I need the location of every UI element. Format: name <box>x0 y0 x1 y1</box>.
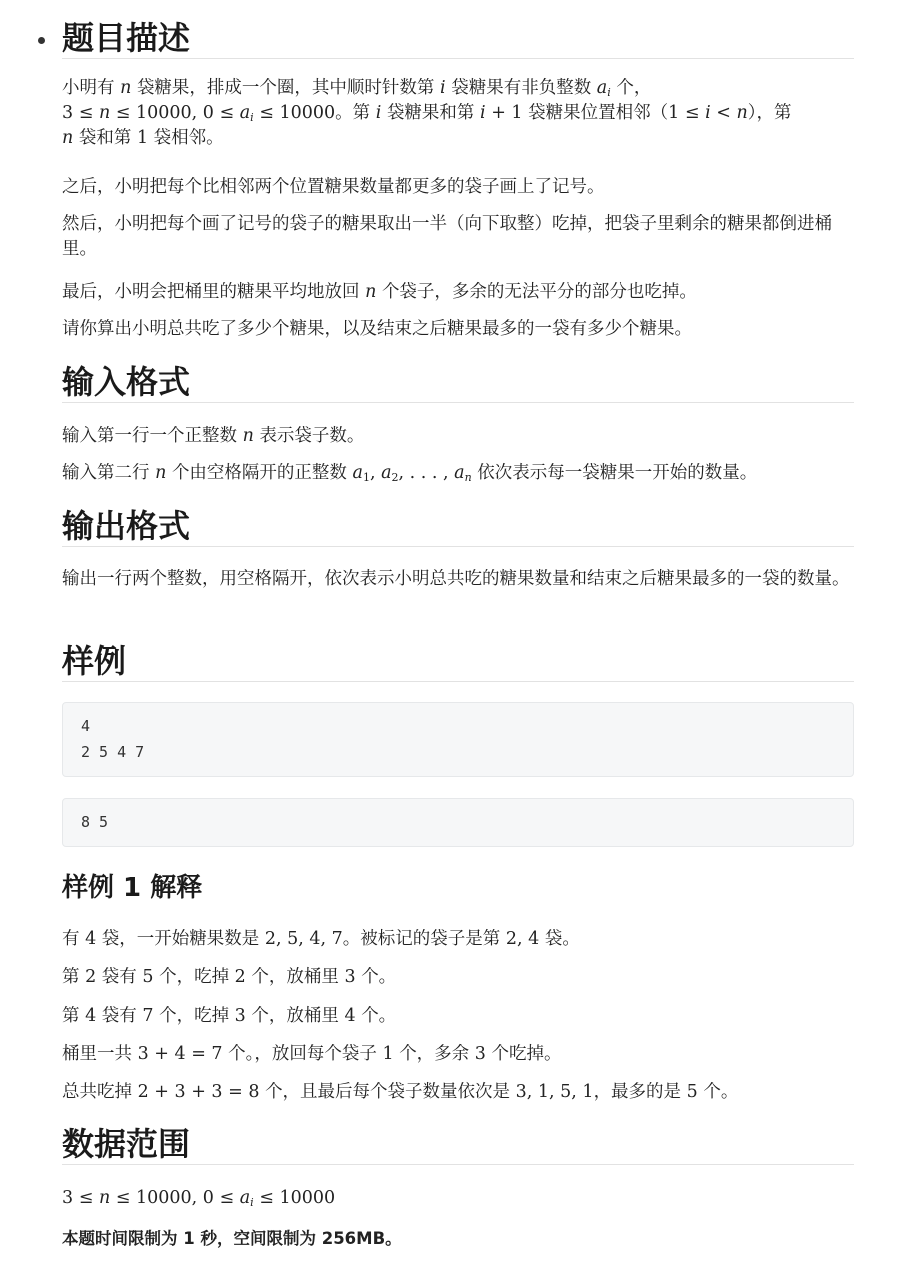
section-title-sample: 样例 <box>62 642 127 680</box>
desc-paragraph-3: 然后，小明把每个画了记号的袋子的糖果取出一半（向下取整）吃掉，把袋子里剩余的糖果都倒进桶里。 <box>62 214 832 259</box>
range-formula: 3 ≤ n ≤ 10000, $0 \le a_i \le 10000$ <box>62 1188 336 1209</box>
list-bullet <box>38 37 45 44</box>
sample-input-block[interactable]: 4 2 5 4 7 <box>62 702 854 777</box>
desc-paragraph-5: 请你算出小明总共吃了多少个糖果，以及结束之后糖果最多的一袋有多少个糖果。 <box>62 319 692 339</box>
explain-line-2: 第 2 袋有 5 个，吃掉 2 个，放桶里 3 个。 <box>62 967 397 987</box>
section-title-range: 数据范围 <box>62 1125 191 1163</box>
section-title-description: 题目描述 <box>62 19 191 57</box>
divider <box>62 402 854 403</box>
desc-paragraph-4: 最后，小明会把桶里的糖果平均地放回 n 个袋子，多余的无法平分的部分也吃掉。 <box>62 282 697 302</box>
output-paragraph-1: 输出一行两个整数，用空格隔开，依次表示小明总共吃的糖果数量和结束之后糖果最多的一袋的数量。 <box>62 569 850 589</box>
desc-paragraph-1: 小明有 n 袋糖果，排成一个圈，其中顺时针数第 i 袋糖果有非负整数 $a_i$ 个， 3 ≤ n ≤ 10000, $0 \le a_i \le 10000$。第 i 袋糖果和第 i + 1 袋糖果位置相邻（1 ≤ i < n），第 n 袋和第 1 袋相邻。 <box>62 78 792 148</box>
explain-line-5: 总共吃掉 2 + 3 + 3 = 8 个，且最后每个袋子数量依次是 3, 1, 5, 1，最多的是 5 个。 <box>62 1082 739 1102</box>
section-title-input: 输入格式 <box>62 363 191 401</box>
input-paragraph-1: 输入第一行一个正整数 n 表示袋子数。 <box>62 426 365 446</box>
explain-line-3: 第 4 袋有 7 个，吃掉 3 个，放桶里 4 个。 <box>62 1006 397 1026</box>
section-title-sample-explanation: 样例 1 解释 <box>62 873 203 903</box>
section-title-output: 输出格式 <box>62 507 191 545</box>
divider <box>62 681 854 682</box>
explain-line-4: 桶里一共 3 + 4 = 7 个。，放回每个袋子 1 个，多余 3 个吃掉。 <box>62 1044 562 1064</box>
explain-line-1: 有 4 袋，一开始糖果数是 2, 5, 4, 7。被标记的袋子是第 2, 4 袋。 <box>62 929 580 949</box>
limits-note: 本题时间限制为 1 秒，空间限制为 256MB。 <box>62 1229 402 1248</box>
desc-paragraph-2: 之后，小明把每个比相邻两个位置糖果数量都更多的袋子画上了记号。 <box>62 177 605 197</box>
divider <box>62 58 854 59</box>
input-paragraph-2: 输入第二行 n 个由空格隔开的正整数 $a_1$, $a_2$, . . . , $a_n$ 依次表示每一袋糖果一开始的数量。 <box>62 463 758 484</box>
divider <box>62 546 854 547</box>
divider <box>62 1164 854 1165</box>
sample-output-block[interactable]: 8 5 <box>62 798 854 847</box>
